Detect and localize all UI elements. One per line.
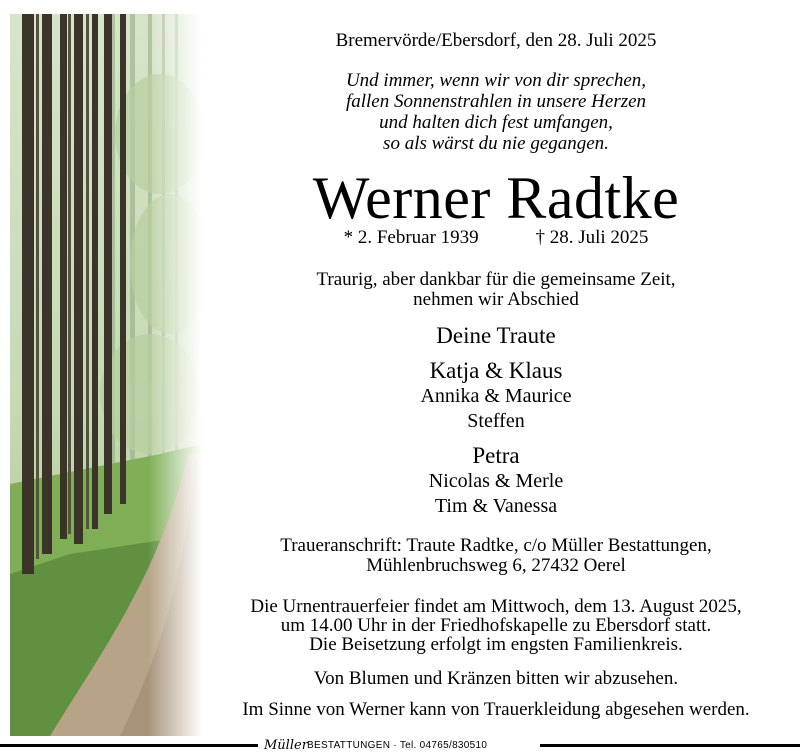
memorial-poem bbox=[218, 70, 774, 154]
footer-rule bbox=[540, 744, 800, 747]
grandchild-name: Annika & Maurice bbox=[420, 385, 572, 407]
child-family-name: Katja & Klaus bbox=[429, 358, 563, 383]
footer-rule bbox=[0, 744, 258, 747]
forest-path-image bbox=[10, 14, 202, 736]
forest-path-illustration bbox=[10, 14, 202, 736]
death-date: † 28. Juli 2025 bbox=[535, 227, 649, 248]
poem-line: Und immer, wenn wir von dir sprechen, bbox=[345, 70, 647, 91]
intro-line: Traurig, aber dankbar für die gemeinsame Zeit, bbox=[316, 269, 676, 290]
deceased-name: Werner Radtke bbox=[312, 165, 680, 231]
undertaker-logo: Müller bbox=[264, 738, 308, 753]
grandchild-name: Nicolas & Merle bbox=[428, 470, 564, 492]
mourners-list bbox=[218, 320, 774, 519]
grandchild-name: Tim & Vanessa bbox=[434, 495, 558, 517]
birth-date: * 2. Februar 1939 bbox=[343, 227, 479, 248]
place-date: Bremervörde/Ebersdorf, den 28. Juli 2025 bbox=[335, 30, 657, 51]
life-dates bbox=[218, 227, 774, 249]
farewell-intro bbox=[218, 270, 774, 310]
service-line: Die Urnentrauerfeier findet am Mittwoch, dem 13. August 2025, bbox=[250, 596, 742, 617]
funeral-service-info bbox=[218, 597, 774, 654]
address-line: Traueranschrift: Traute Radtke, c/o Müller Bestattungen, bbox=[280, 535, 712, 556]
grandchild-name: Steffen bbox=[467, 410, 525, 432]
poem-line: fallen Sonnenstrahlen in unsere Herzen bbox=[345, 91, 647, 112]
child-family-name: Petra bbox=[472, 443, 520, 468]
flowers-note: Von Blumen und Kränzen bitten wir abzusehen. bbox=[313, 668, 679, 689]
service-line: Die Beisetzung erfolgt im engsten Familienkreis. bbox=[309, 634, 683, 655]
intro-line: nehmen wir Abschied bbox=[413, 289, 579, 310]
address-line: Mühlenbruchsweg 6, 27432 Oerel bbox=[366, 555, 626, 576]
undertaker-contact: BESTATTUNGEN · Tel. 04765/830510 bbox=[307, 740, 488, 751]
condolence-address bbox=[218, 536, 774, 576]
poem-line: so als wärst du nie gegangen. bbox=[383, 133, 609, 154]
undertaker-footer bbox=[0, 736, 800, 755]
service-line: um 14.00 Uhr in der Friedhofskapelle zu Ebersdorf statt. bbox=[280, 615, 712, 636]
spouse-name: Deine Traute bbox=[436, 323, 556, 348]
clothing-note: Im Sinne von Werner kann von Trauerkleidung abgesehen werden. bbox=[242, 699, 750, 720]
poem-line: und halten dich fest umfangen, bbox=[379, 112, 613, 133]
